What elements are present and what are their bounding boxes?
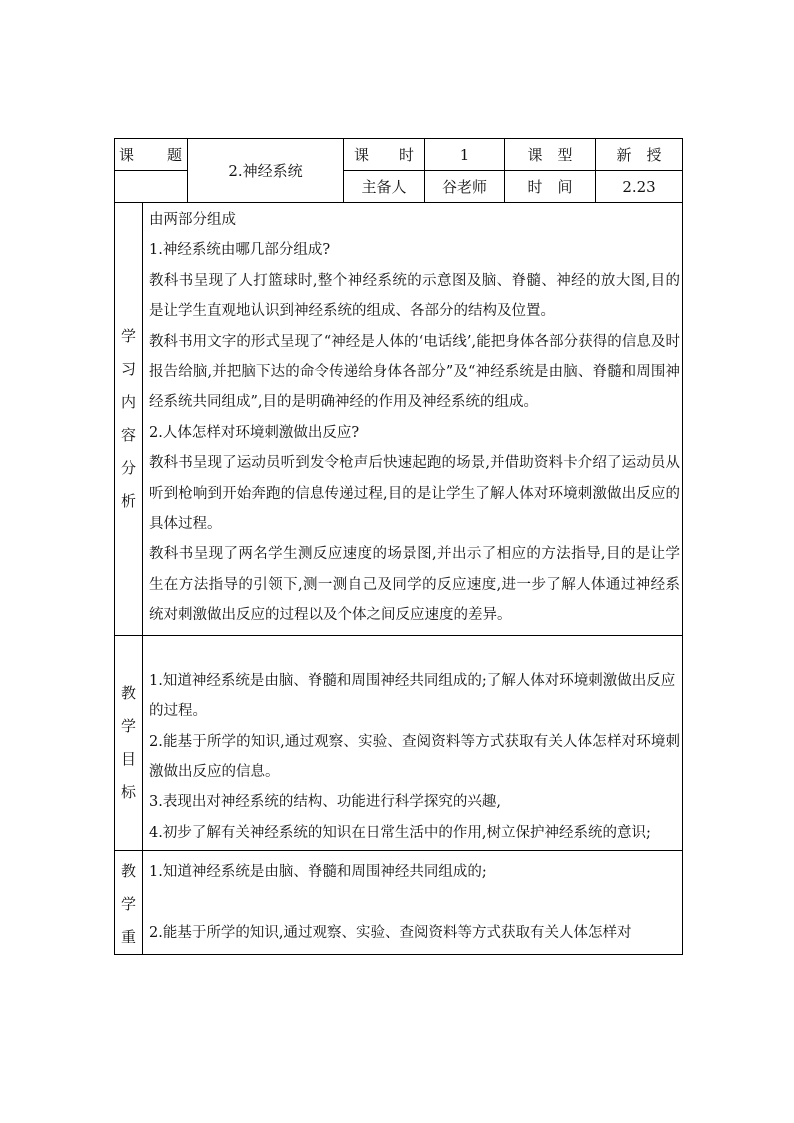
paragraph: 教科书呈现了两名学生测反应速度的场景图,并出示了相应的方法指导,目的是让学生在方法指导的引领下,测一测自己及同学的反应速度,进一步了解人体通过神经系统对刺激做出反应的过程以及个体之间反应速度的差异。 (149, 546, 681, 624)
time-value: 2.23 (596, 171, 683, 203)
paragraph: 1.知道神经系统是由脑、脊髓和周围神经共同组成的;了解人体对环境刺激做出反应 (149, 672, 676, 689)
section-body-objectives (143, 635, 683, 850)
paragraph: 3.表现出对神经系统的结构、功能进行科学探究的兴趣, (149, 794, 501, 811)
paragraph: 教科书用文字的形式呈现了“神经是人体的‘电话线’,能把身体各部分获得的信息及时报告给脑,并把脑下达的命令传递给身体各部分”及“神经系统是由脑、脊髓和周围神经系统共同组成”,目的是明确神经的作用及神经系统的组成。 (149, 333, 681, 411)
type-value: 新 授 (596, 139, 683, 171)
section-content-analysis (115, 203, 683, 636)
section-label-objectives: 教 学 目 标 (115, 635, 143, 850)
type-label: 课 型 (505, 139, 596, 171)
subject-value: 2.神经系统 (188, 139, 344, 203)
paragraph: 1.神经系统由哪几部分组成? (149, 242, 331, 259)
paragraph: 4.初步了解有关神经系统的知识在日常生活中的作用,树立保护神经系统的意识; (149, 824, 651, 841)
section-body-key-points (143, 851, 683, 955)
section-key-points (115, 851, 683, 955)
paragraph: 的过程。 (149, 703, 207, 720)
subject-label-spacer (115, 171, 188, 203)
paragraph: 由两部分组成 (149, 212, 236, 228)
paragraph: 2.人体怎样对环境刺激做出反应? (149, 424, 360, 441)
lesson-label: 课 时 (344, 139, 425, 171)
paragraph: 1.知道神经系统是由脑、脊髓和周围神经共同组成的; (149, 864, 487, 881)
subject-label: 课 题 (115, 139, 188, 171)
section-body-content-analysis (143, 203, 683, 636)
paragraph: 2.能基于所学的知识,通过观察、实验、查阅资料等方式获取有关人体怎样对 (149, 924, 632, 941)
lesson-plan-table (114, 138, 683, 955)
lesson-value: 1 (425, 139, 505, 171)
section-label-content-analysis: 学 习 内 容 分 析 (115, 203, 143, 636)
section-objectives (115, 635, 683, 850)
paragraph: 教科书呈现了运动员听到发令枪声后快速起跑的场景,并借助资料卡介绍了运动员从听到枪响到开始奔跑的信息传递过程,目的是让学生了解人体对环境刺激做出反应的具体过程。 (149, 455, 681, 533)
preparer-label: 主备人 (344, 171, 425, 203)
paragraph: 教科书呈现了人打篮球时,整个神经系统的示意图及脑、脊髓、神经的放大图,目的是让学生直观地认识到神经系统的组成、各部分的结构及位置。 (149, 272, 681, 320)
time-label: 时 间 (505, 171, 596, 203)
header-row-1 (115, 139, 683, 171)
section-label-key-points: 教 学 重 (115, 851, 143, 955)
paragraph: 2.能基于所学的知识,通过观察、实验、查阅资料等方式获取有关人体怎样对环境刺激做出反应的信息。 (149, 733, 681, 780)
preparer-value: 谷老师 (425, 171, 505, 203)
